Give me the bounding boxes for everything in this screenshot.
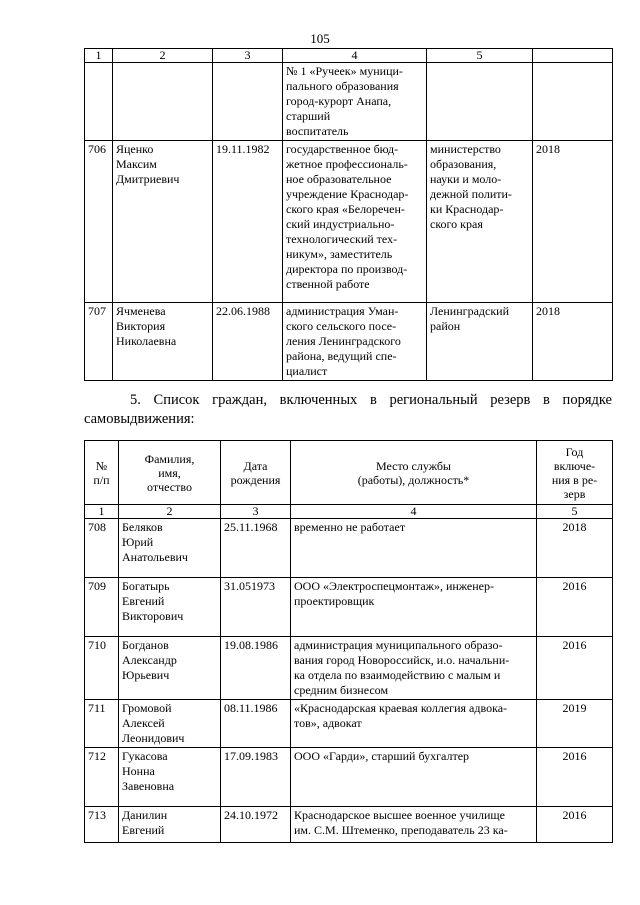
birth-date: 24.10.1972 [221,807,291,843]
birth-date: 08.11.1986 [221,700,291,748]
full-name: Ячменева Виктория Николаевна [113,303,213,381]
full-name: Громовой Алексей Леонидович [119,700,221,748]
header-place: Место службы (работы), должность* [291,441,537,505]
reserve-body: Ленинградский район [427,303,533,381]
self-nomination-table [84,440,613,843]
page-number: 105 [310,31,330,46]
row-number: 710 [85,637,119,700]
column-number: 1 [85,505,119,519]
workplace-position: администрация муниципального образо- вания город Новороссийск, и.о. начальни- ка отдела по взаимодействию с малым и средним бизнесом [291,637,537,700]
full-name: Яценко Максим Дмитриевич [113,141,213,303]
workplace-position: ООО «Гарди», старший бухгалтер [291,748,537,807]
table-row [85,578,613,637]
full-name: Богатырь Евгений Викторович [119,578,221,637]
workplace-position: государственное бюд- жетное профессиональ- ное образовательное учреждение Краснодар- ского края «Белоречен- ский индустриально- технологический тех- никум», заместитель директора по производ- ственной работе [283,141,427,303]
workplace-position: № 1 «Ручеек» муници- пального образования город-курорт Анапа, старший воспитатель [283,63,427,141]
column-number: 5 [537,505,613,519]
row-number: 712 [85,748,119,807]
full-name: Данилин Евгений [119,807,221,843]
workplace-position: Краснодарское высшее военное училище им. С.М. Штеменко, преподаватель 23 ка- [291,807,537,843]
row-number [85,63,113,141]
workplace-position: «Краснодарская краевая коллегия адвока- тов», адвокат [291,700,537,748]
workplace-position: временно не работает [291,519,537,578]
header-date: Дата рождения [221,441,291,505]
row-number: 706 [85,141,113,303]
row-number: 713 [85,807,119,843]
workplace-position: администрация Уман- ского сельского посе- ления Ленинградского района, ведущий спе- циалист [283,303,427,381]
column-number-row [85,49,613,63]
inclusion-year: 2016 [537,748,613,807]
table-row [85,141,613,303]
birth-date: 22.06.1988 [213,303,283,381]
birth-date: 25.11.1968 [221,519,291,578]
column-number: 5 [427,49,533,63]
birth-date [213,63,283,141]
column-number: 3 [221,505,291,519]
birth-date: 19.11.1982 [213,141,283,303]
full-name: Беляков Юрий Анатольевич [119,519,221,578]
inclusion-year: 2016 [537,807,613,843]
column-number: 2 [119,505,221,519]
section-heading: 5. Список граждан, включенных в региональный резерв в порядке самовыдвижения: [84,392,612,427]
birth-date: 17.09.1983 [221,748,291,807]
row-number: 708 [85,519,119,578]
inclusion-year: 2018 [533,303,613,381]
column-number: 1 [85,49,113,63]
table-row [85,700,613,748]
inclusion-year: 2019 [537,700,613,748]
row-number: 709 [85,578,119,637]
full-name: Гукасова Нонна Завеновна [119,748,221,807]
inclusion-year: 2016 [537,637,613,700]
table-row [85,519,613,578]
reserve-body: министерство образования, науки и моло- дежной полити- ки Краснодар- ского края [427,141,533,303]
table-header-row [85,441,613,505]
birth-date: 19.08.1986 [221,637,291,700]
column-number: 4 [291,505,537,519]
column-number: 2 [113,49,213,63]
header-name: Фамилия, имя, отчество [119,441,221,505]
top-reserve-table [84,48,613,381]
table-row [85,63,613,141]
column-number: 3 [213,49,283,63]
header-num: № п/п [85,441,119,505]
table-row [85,637,613,700]
header-year: Год включе- ния в ре- зерв [537,441,613,505]
birth-date: 31.051973 [221,578,291,637]
table-row [85,748,613,807]
column-number-row [85,505,613,519]
inclusion-year: 2018 [533,141,613,303]
full-name [113,63,213,141]
column-number: 4 [283,49,427,63]
workplace-position: ООО «Электроспецмонтаж», инженер- проектировщик [291,578,537,637]
table-row [85,807,613,843]
table-row [85,303,613,381]
full-name: Богданов Александр Юрьевич [119,637,221,700]
column-number [533,49,613,63]
inclusion-year: 2018 [537,519,613,578]
row-number: 707 [85,303,113,381]
reserve-body [427,63,533,141]
row-number: 711 [85,700,119,748]
inclusion-year: 2016 [537,578,613,637]
inclusion-year [533,63,613,141]
